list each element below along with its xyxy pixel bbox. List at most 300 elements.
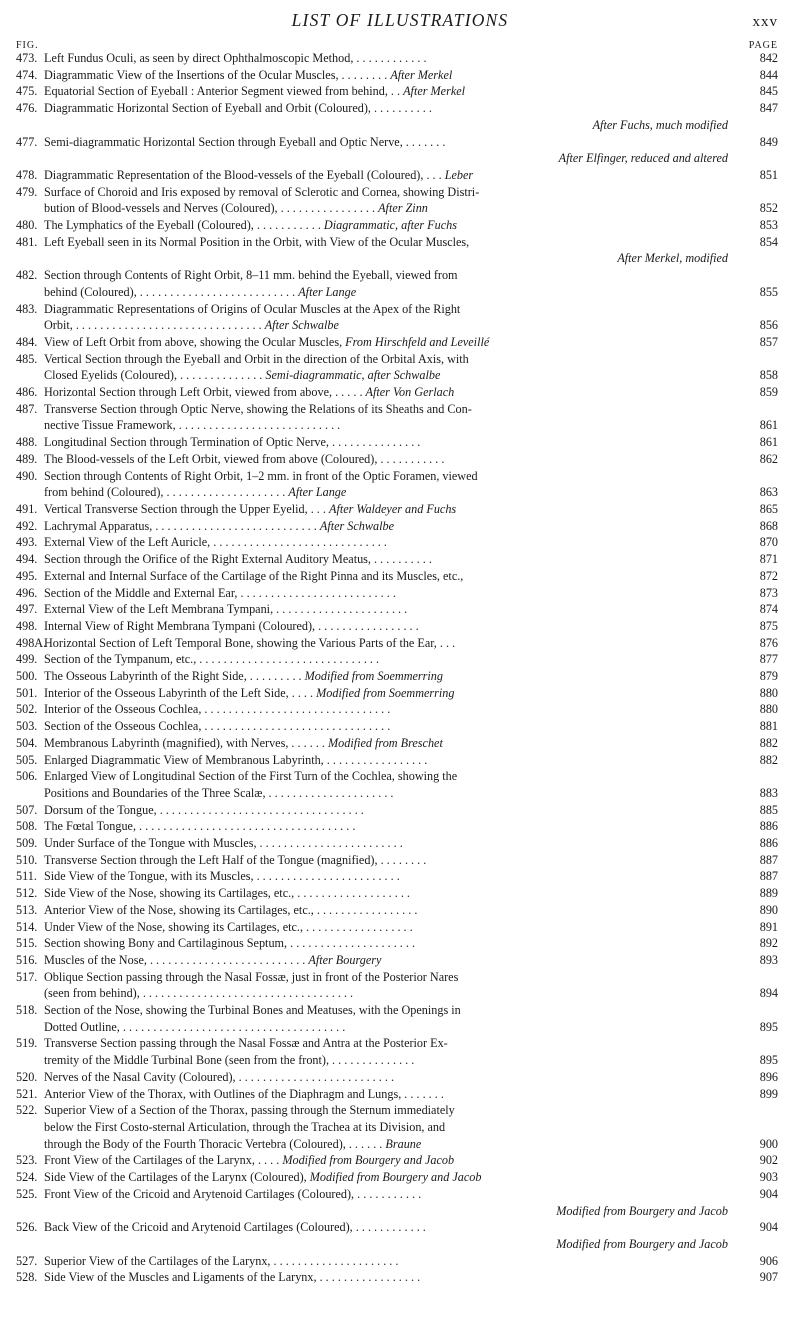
attribution: Diagrammatic, after Fuchs bbox=[323, 218, 457, 233]
entry-line: from behind (Coloured), . . . . . . . . . . . . . . . . . . . . bbox=[44, 485, 286, 500]
entry-text bbox=[44, 1269, 732, 1286]
entry-line: Transverse Section through Optic Nerve, showing the Relations of its Sheaths and Con- bbox=[44, 401, 472, 416]
page-reference: 856 bbox=[759, 318, 778, 333]
page-reference: 857 bbox=[759, 334, 778, 349]
figure-number: 510. bbox=[16, 852, 38, 867]
page-reference: 852 bbox=[759, 201, 778, 216]
page-reference: 886 bbox=[759, 836, 778, 851]
figure-number: 503. bbox=[16, 719, 38, 734]
figure-number: 528. bbox=[16, 1270, 38, 1285]
page-reference: 894 bbox=[759, 986, 778, 1001]
entry-line: Section of the Osseous Cochlea, . . . . . . . . . . . . . . . . . . . . . . . . . . . . . . . bbox=[44, 719, 391, 734]
page-reference: 902 bbox=[759, 1153, 778, 1168]
list-item bbox=[0, 468, 800, 501]
entry-line: The Fœtal Tongue, . . . . . . . . . . . . . . . . . . . . . . . . . . . . . . . . . . . . bbox=[44, 819, 356, 834]
figure-number: 506. bbox=[16, 769, 38, 784]
entry-text bbox=[44, 635, 732, 652]
list-item bbox=[0, 852, 800, 869]
attribution: After Merkel bbox=[403, 84, 466, 99]
list-item bbox=[0, 134, 800, 167]
entry-line: Enlarged Diagrammatic View of Membranous Labyrinth, . . . . . . . . . . . . . . . . . bbox=[44, 752, 428, 767]
figure-number: 526. bbox=[16, 1220, 38, 1235]
page-reference: 895 bbox=[759, 1053, 778, 1068]
list-item bbox=[0, 1186, 800, 1219]
figure-number: 494. bbox=[16, 552, 38, 567]
entry-text bbox=[44, 852, 732, 869]
entry-line: Interior of the Osseous Cochlea, . . . . . . . . . . . . . . . . . . . . . . . . . . . . . . . bbox=[44, 702, 391, 717]
page-reference: 887 bbox=[759, 852, 778, 867]
entry-line: Vertical Transverse Section through the Upper Eyelid, . . . bbox=[44, 501, 326, 516]
list-item bbox=[0, 518, 800, 535]
entry-line: Semi-diagrammatic Horizontal Section through Eyeball and Optic Nerve, . . . . . . . bbox=[44, 134, 446, 149]
figure-number: 487. bbox=[16, 401, 38, 416]
entry-text bbox=[44, 601, 732, 618]
page-reference: 904 bbox=[759, 1220, 778, 1235]
list-item bbox=[0, 952, 800, 969]
page-reference: 859 bbox=[759, 385, 778, 400]
entry-line: Surface of Choroid and Iris exposed by removal of Sclerotic and Cornea, showing Distri- bbox=[44, 184, 480, 199]
entry-line: Front View of the Cricoid and Arytenoid Cartilages (Coloured), . . . . . . . . . . . bbox=[44, 1186, 422, 1201]
entry-line: Side View of the Muscles and Ligaments of the Larynx, . . . . . . . . . . . . . . . . . bbox=[44, 1270, 421, 1285]
page-reference: 880 bbox=[759, 685, 778, 700]
entry-text bbox=[44, 868, 732, 885]
page-reference: 853 bbox=[759, 218, 778, 233]
figure-number: 479. bbox=[16, 184, 38, 199]
entry-line: Horizontal Section through Left Orbit, viewed from above, . . . . . bbox=[44, 385, 363, 400]
entry-line: Front View of the Cartilages of the Larynx, . . . . bbox=[44, 1153, 280, 1168]
figure-number: 518. bbox=[16, 1003, 38, 1018]
list-item bbox=[0, 83, 800, 100]
attribution: After Fuchs, much modified bbox=[592, 117, 728, 132]
entry-line: Positions and Boundaries of the Three Scalæ, . . . . . . . . . . . . . . . . . . . . . bbox=[44, 785, 394, 800]
figure-number: 481. bbox=[16, 234, 38, 249]
entry-line: Side View of the Tongue, with its Muscles, . . . . . . . . . . . . . . . . . . . . . . . . bbox=[44, 869, 400, 884]
page-reference: 858 bbox=[759, 368, 778, 383]
list-item bbox=[0, 735, 800, 752]
list-item bbox=[0, 802, 800, 819]
figure-number: 527. bbox=[16, 1253, 38, 1268]
entry-text bbox=[44, 100, 732, 133]
entry-text bbox=[44, 935, 732, 952]
page-reference: 887 bbox=[759, 869, 778, 884]
page-reference: 903 bbox=[759, 1170, 778, 1185]
attribution: After Merkel bbox=[390, 67, 453, 82]
entry-line: Lachrymal Apparatus, . . . . . . . . . . . . . . . . . . . . . . . . . . . bbox=[44, 518, 317, 533]
list-item bbox=[0, 585, 800, 602]
entry-line: tremity of the Middle Turbinal Bone (seen from the front), . . . . . . . . . . . . . . bbox=[44, 1053, 415, 1068]
list-item bbox=[0, 1035, 800, 1068]
entry-line: Section of the Middle and External Ear, . . . . . . . . . . . . . . . . . . . . . . . . . . bbox=[44, 585, 396, 600]
page-reference: 879 bbox=[759, 669, 778, 684]
page-reference: 907 bbox=[759, 1270, 778, 1285]
list-item bbox=[0, 501, 800, 518]
entry-text bbox=[44, 1035, 732, 1068]
attribution: Modified from Soemmerring bbox=[304, 669, 443, 684]
entry-text bbox=[44, 885, 732, 902]
list-item bbox=[0, 902, 800, 919]
page-reference: 892 bbox=[759, 936, 778, 951]
entry-line: Back View of the Cricoid and Arytenoid Cartilages (Coloured), . . . . . . . . . . . . bbox=[44, 1220, 426, 1235]
entry-text bbox=[44, 969, 732, 1002]
figure-number: 509. bbox=[16, 836, 38, 851]
list-item bbox=[0, 434, 800, 451]
entry-line: Dorsum of the Tongue, . . . . . . . . . . . . . . . . . . . . . . . . . . . . . . . . . . bbox=[44, 802, 364, 817]
list-item bbox=[0, 1152, 800, 1169]
entry-text bbox=[44, 735, 732, 752]
list-item bbox=[0, 551, 800, 568]
figure-number: 495. bbox=[16, 568, 38, 583]
figure-number: 491. bbox=[16, 501, 38, 516]
page-reference: 891 bbox=[759, 919, 778, 934]
figure-number: 502. bbox=[16, 702, 38, 717]
page-reference: 845 bbox=[759, 84, 778, 99]
attribution: After Schwalbe bbox=[264, 318, 339, 333]
entry-line: Section of the Tympanum, etc., . . . . . . . . . . . . . . . . . . . . . . . . . . . . . . bbox=[44, 652, 380, 667]
page-reference: 881 bbox=[759, 719, 778, 734]
attribution: After Bourgery bbox=[308, 952, 382, 967]
entry-line: through the Body of the Fourth Thoracic Vertebra (Coloured), . . . . . . bbox=[44, 1136, 383, 1151]
page-reference: 889 bbox=[759, 886, 778, 901]
list-item bbox=[0, 217, 800, 234]
entry-text bbox=[44, 1102, 732, 1152]
figure-number: 492. bbox=[16, 518, 38, 533]
list-item bbox=[0, 635, 800, 652]
list-item bbox=[0, 752, 800, 769]
page-reference: 854 bbox=[759, 234, 778, 249]
entry-text bbox=[44, 1002, 732, 1035]
list-item bbox=[0, 1002, 800, 1035]
attribution: After Zinn bbox=[378, 201, 428, 216]
entry-text bbox=[44, 301, 732, 334]
list-item bbox=[0, 568, 800, 585]
page-reference: 882 bbox=[759, 752, 778, 767]
figure-number: 511. bbox=[16, 869, 37, 884]
entry-line: Enlarged View of Longitudinal Section of the First Turn of the Cochlea, showing the bbox=[44, 769, 458, 784]
list-item bbox=[0, 334, 800, 351]
page-title: LIST OF ILLUSTRATIONS bbox=[291, 10, 509, 30]
page-reference: 893 bbox=[759, 952, 778, 967]
list-item bbox=[0, 534, 800, 551]
entry-line: Diagrammatic Representations of Origins of Ocular Muscles at the Apex of the Right bbox=[44, 301, 461, 316]
list-item bbox=[0, 651, 800, 668]
page-reference: 872 bbox=[759, 568, 778, 583]
figure-number: 519. bbox=[16, 1036, 38, 1051]
entry-text bbox=[44, 1152, 732, 1169]
page-header bbox=[0, 8, 800, 38]
attribution: After Schwalbe bbox=[319, 518, 394, 533]
entry-line: External and Internal Surface of the Cartilage of the Right Pinna and its Muscles, etc., bbox=[44, 568, 464, 583]
figure-number: 476. bbox=[16, 101, 38, 116]
entry-line: Orbit, . . . . . . . . . . . . . . . . . . . . . . . . . . . . . . . bbox=[44, 318, 262, 333]
list-item bbox=[0, 885, 800, 902]
page-reference: 883 bbox=[759, 785, 778, 800]
figure-number: 525. bbox=[16, 1186, 38, 1201]
figure-number: 522. bbox=[16, 1103, 38, 1118]
list-item bbox=[0, 718, 800, 735]
list-item bbox=[0, 234, 800, 267]
entry-text bbox=[44, 468, 732, 501]
list-item bbox=[0, 67, 800, 84]
entry-line: Anterior View of the Nose, showing its Cartilages, etc., . . . . . . . . . . . . . . . . . bbox=[44, 902, 418, 917]
entry-line: Section through the Orifice of the Right External Auditory Meatus, . . . . . . . . . . bbox=[44, 552, 432, 567]
list-item bbox=[0, 618, 800, 635]
figure-number: 478. bbox=[16, 167, 38, 182]
attribution: Braune bbox=[385, 1136, 422, 1151]
entry-line: Oblique Section passing through the Nasal Fossæ, just in front of the Posterior Nares bbox=[44, 969, 459, 984]
figure-number: 477. bbox=[16, 134, 38, 149]
entry-line: Section through Contents of Right Orbit, 8–11 mm. behind the Eyeball, viewed from bbox=[44, 268, 458, 283]
entry-text bbox=[44, 585, 732, 602]
page-reference: 855 bbox=[759, 284, 778, 299]
figure-number: 480. bbox=[16, 218, 38, 233]
attribution: After Von Gerlach bbox=[365, 385, 455, 400]
entry-text bbox=[44, 651, 732, 668]
figure-number: 475. bbox=[16, 84, 38, 99]
list-item bbox=[0, 1219, 800, 1252]
entry-line: Diagrammatic View of the Insertions of the Ocular Muscles, . . . . . . . . bbox=[44, 67, 388, 82]
figure-number: 496. bbox=[16, 585, 38, 600]
figure-number: 521. bbox=[16, 1086, 38, 1101]
list-item bbox=[0, 969, 800, 1002]
entry-text bbox=[44, 768, 732, 801]
entry-text bbox=[44, 384, 732, 401]
list-item bbox=[0, 1102, 800, 1152]
entry-text bbox=[44, 167, 732, 184]
page-reference: 882 bbox=[759, 735, 778, 750]
entry-line: External View of the Left Auricle, . . . . . . . . . . . . . . . . . . . . . . . . . . . . . bbox=[44, 535, 387, 550]
attribution: From Hirschfeld and Leveillé bbox=[345, 334, 490, 349]
entry-line: View of Left Orbit from above, showing the Ocular Muscles, bbox=[44, 334, 343, 349]
figure-number: 483. bbox=[16, 301, 38, 316]
list-item bbox=[0, 100, 800, 133]
list-item bbox=[0, 835, 800, 852]
page-reference: 895 bbox=[759, 1019, 778, 1034]
entry-line: Anterior View of the Thorax, with Outlines of the Diaphragm and Lungs, . . . . . . . bbox=[44, 1086, 444, 1101]
page-reference: 842 bbox=[759, 51, 778, 65]
entry-text bbox=[44, 668, 732, 685]
entry-text bbox=[44, 701, 732, 718]
entry-text bbox=[44, 551, 732, 568]
page-number: xxv bbox=[752, 14, 778, 30]
entry-line: Superior View of the Cartilages of the Larynx, . . . . . . . . . . . . . . . . . . . . . bbox=[44, 1253, 399, 1268]
list-item bbox=[0, 1253, 800, 1270]
entry-text bbox=[44, 818, 732, 835]
figure-number: 490. bbox=[16, 468, 38, 483]
list-item bbox=[0, 701, 800, 718]
list-item bbox=[0, 184, 800, 217]
list-item bbox=[0, 167, 800, 184]
entry-text bbox=[44, 534, 732, 551]
page-reference: 904 bbox=[759, 1186, 778, 1201]
page-reference: 865 bbox=[759, 501, 778, 516]
attribution: After Elfinger, reduced and altered bbox=[558, 151, 728, 166]
list-item bbox=[0, 267, 800, 300]
page-reference: 862 bbox=[759, 451, 778, 466]
page-reference: 873 bbox=[759, 585, 778, 600]
list-item bbox=[0, 919, 800, 936]
entry-line: Transverse Section passing through the Nasal Fossæ and Antra at the Posterior Ex- bbox=[44, 1036, 448, 1051]
page-reference: 871 bbox=[759, 552, 778, 567]
entry-text bbox=[44, 902, 732, 919]
entry-line: External View of the Left Membrana Tympani, . . . . . . . . . . . . . . . . . . . . . . bbox=[44, 602, 408, 617]
figure-number: 500. bbox=[16, 669, 38, 684]
attribution: After Lange bbox=[298, 284, 357, 299]
entry-line: Left Fundus Oculi, as seen by direct Ophthalmoscopic Method, . . . . . . . . . . . . bbox=[44, 51, 427, 65]
figure-number: 501. bbox=[16, 685, 38, 700]
list-item bbox=[0, 451, 800, 468]
entry-text bbox=[44, 618, 732, 635]
figure-number: 504. bbox=[16, 735, 38, 750]
figure-number: 508. bbox=[16, 819, 38, 834]
entry-text bbox=[44, 134, 732, 167]
page-reference: 870 bbox=[759, 535, 778, 550]
list-item bbox=[0, 768, 800, 801]
entry-text bbox=[44, 685, 732, 702]
entry-line: Interior of the Osseous Labyrinth of the Left Side, . . . . bbox=[44, 685, 314, 700]
entry-line: Dotted Outline, . . . . . . . . . . . . . . . . . . . . . . . . . . . . . . . . . . . . . bbox=[44, 1019, 346, 1034]
attribution: After Waldeyer and Fuchs bbox=[329, 501, 457, 516]
entry-line: bution of Blood-vessels and Nerves (Coloured), . . . . . . . . . . . . . . . . bbox=[44, 201, 376, 216]
entry-line: Superior View of a Section of the Thorax, passing through the Sternum immediately bbox=[44, 1103, 455, 1118]
page-reference: 885 bbox=[759, 802, 778, 817]
list-item bbox=[0, 301, 800, 334]
list-item bbox=[0, 818, 800, 835]
entry-line: Section showing Bony and Cartilaginous Septum, . . . . . . . . . . . . . . . . . . . . . bbox=[44, 936, 416, 951]
list-item bbox=[0, 401, 800, 434]
entry-text bbox=[44, 568, 732, 585]
list-item bbox=[0, 935, 800, 952]
list-item bbox=[0, 1269, 800, 1286]
figure-number: 524. bbox=[16, 1170, 38, 1185]
figure-number: 484. bbox=[16, 334, 38, 349]
page-reference: 844 bbox=[759, 67, 778, 82]
page-reference: 896 bbox=[759, 1069, 778, 1084]
entry-text bbox=[44, 267, 732, 300]
entry-text bbox=[44, 835, 732, 852]
entry-text bbox=[44, 67, 732, 84]
page-reference: 890 bbox=[759, 902, 778, 917]
entry-line: Vertical Section through the Eyeball and Orbit in the direction of the Orbital Axis, with bbox=[44, 351, 469, 366]
entry-text bbox=[44, 1169, 732, 1186]
entry-line: Side View of the Nose, showing its Cartilages, etc., . . . . . . . . . . . . . . . . . . . bbox=[44, 886, 410, 901]
entry-line: The Blood-vessels of the Left Orbit, viewed from above (Coloured), . . . . . . . . . . . bbox=[44, 451, 445, 466]
attribution: After Merkel, modified bbox=[617, 251, 728, 266]
entry-line: Horizontal Section of Left Temporal Bone, showing the Various Parts of the Ear, . . . bbox=[44, 635, 456, 650]
page-reference: 875 bbox=[759, 618, 778, 633]
figure-number: 517. bbox=[16, 969, 38, 984]
entry-line: The Lymphatics of the Eyeball (Coloured), . . . . . . . . . . . bbox=[44, 218, 321, 233]
entry-line: below the First Costo-sternal Articulation, through the Trachea at its Division, and bbox=[44, 1120, 446, 1134]
page-reference: 863 bbox=[759, 485, 778, 500]
page-column-label: PAGE bbox=[748, 40, 778, 51]
list-item bbox=[0, 868, 800, 885]
entry-line: Diagrammatic Representation of the Blood-vessels of the Eyeball (Coloured), . . . bbox=[44, 167, 442, 182]
entry-line: Equatorial Section of Eyeball : Anterior Segment viewed from behind, . . bbox=[44, 84, 401, 99]
entry-line: Membranous Labyrinth (magnified), with Nerves, . . . . . . bbox=[44, 735, 325, 750]
entry-text bbox=[44, 518, 732, 535]
figure-number: 482. bbox=[16, 268, 38, 283]
list-item bbox=[0, 1086, 800, 1103]
figure-number: 505. bbox=[16, 752, 38, 767]
entry-text bbox=[44, 83, 732, 100]
entry-text bbox=[44, 451, 732, 468]
list-item bbox=[0, 601, 800, 618]
list-item bbox=[0, 351, 800, 384]
entry-text bbox=[44, 952, 732, 969]
page-reference: 851 bbox=[759, 167, 778, 182]
figure-number: 507. bbox=[16, 802, 38, 817]
entry-line: Under Surface of the Tongue with Muscles, . . . . . . . . . . . . . . . . . . . . . . . . bbox=[44, 836, 403, 851]
list-item bbox=[0, 1169, 800, 1186]
entry-line: Nerves of the Nasal Cavity (Coloured), . . . . . . . . . . . . . . . . . . . . . . . . . . bbox=[44, 1069, 394, 1084]
page-reference: 900 bbox=[759, 1136, 778, 1151]
figure-number: 523. bbox=[16, 1153, 38, 1168]
figure-number: 474. bbox=[16, 67, 38, 82]
figure-number: 489. bbox=[16, 451, 38, 466]
page-reference: 906 bbox=[759, 1253, 778, 1268]
entry-text bbox=[44, 1253, 732, 1270]
list-item bbox=[0, 384, 800, 401]
attribution: Modified from Bourgery and Jacob bbox=[556, 1203, 728, 1218]
entry-text bbox=[44, 802, 732, 819]
page-reference: 849 bbox=[759, 134, 778, 149]
list-item bbox=[0, 685, 800, 702]
entry-line: Left Eyeball seen in its Normal Position in the Orbit, with View of the Ocular Muscles, bbox=[44, 234, 470, 249]
attribution: Modified from Breschet bbox=[327, 735, 443, 750]
entry-line: Side View of the Cartilages of the Larynx (Coloured), bbox=[44, 1170, 307, 1185]
entry-text bbox=[44, 1069, 732, 1086]
entry-text bbox=[44, 334, 732, 351]
entry-text bbox=[44, 50, 732, 67]
entry-text bbox=[44, 184, 732, 217]
entry-line: Under View of the Nose, showing its Cartilages, etc., . . . . . . . . . . . . . . . . . . bbox=[44, 919, 413, 934]
entry-line: Section through Contents of Right Orbit, 1–2 mm. in front of the Optic Foramen, viewed bbox=[44, 468, 478, 483]
list-item bbox=[0, 668, 800, 685]
entry-line: Muscles of the Nose, . . . . . . . . . . . . . . . . . . . . . . . . . . bbox=[44, 952, 306, 967]
figure-number: 473. bbox=[16, 51, 38, 65]
entry-text bbox=[44, 217, 732, 234]
list-item bbox=[0, 50, 800, 67]
entry-line: Transverse Section through the Left Half of the Tongue (magnified), . . . . . . . . bbox=[44, 852, 427, 867]
page-reference: 847 bbox=[759, 101, 778, 116]
figure-number: 515. bbox=[16, 936, 38, 951]
illustration-list bbox=[0, 50, 800, 1286]
figure-number: 497. bbox=[16, 602, 38, 617]
entry-line: (seen from behind), . . . . . . . . . . . . . . . . . . . . . . . . . . . . . . . . . . . bbox=[44, 986, 354, 1001]
entry-text bbox=[44, 401, 732, 434]
attribution: After Lange bbox=[288, 485, 347, 500]
page-reference: 877 bbox=[759, 652, 778, 667]
page-reference: 886 bbox=[759, 819, 778, 834]
entry-text bbox=[44, 501, 732, 518]
figure-number: 520. bbox=[16, 1069, 38, 1084]
entry-line: Internal View of Right Membrana Tympani (Coloured), . . . . . . . . . . . . . . . . . bbox=[44, 618, 419, 633]
entry-text bbox=[44, 234, 732, 267]
entry-line: Longitudinal Section through Termination of Optic Nerve, . . . . . . . . . . . . . . . bbox=[44, 435, 421, 450]
entry-text bbox=[44, 434, 732, 451]
figure-number: 499. bbox=[16, 652, 38, 667]
entry-line: behind (Coloured), . . . . . . . . . . . . . . . . . . . . . . . . . . bbox=[44, 284, 296, 299]
attribution: Modified from Bourgery and Jacob bbox=[556, 1236, 728, 1251]
page-reference: 876 bbox=[759, 635, 778, 650]
figure-number: 485. bbox=[16, 351, 38, 366]
page-reference: 868 bbox=[759, 518, 778, 533]
attribution: Modified from Soemmerring bbox=[316, 685, 455, 700]
entry-text bbox=[44, 752, 732, 769]
figure-number: 513. bbox=[16, 902, 38, 917]
page-reference: 880 bbox=[759, 702, 778, 717]
figure-number: 498. bbox=[16, 618, 38, 633]
